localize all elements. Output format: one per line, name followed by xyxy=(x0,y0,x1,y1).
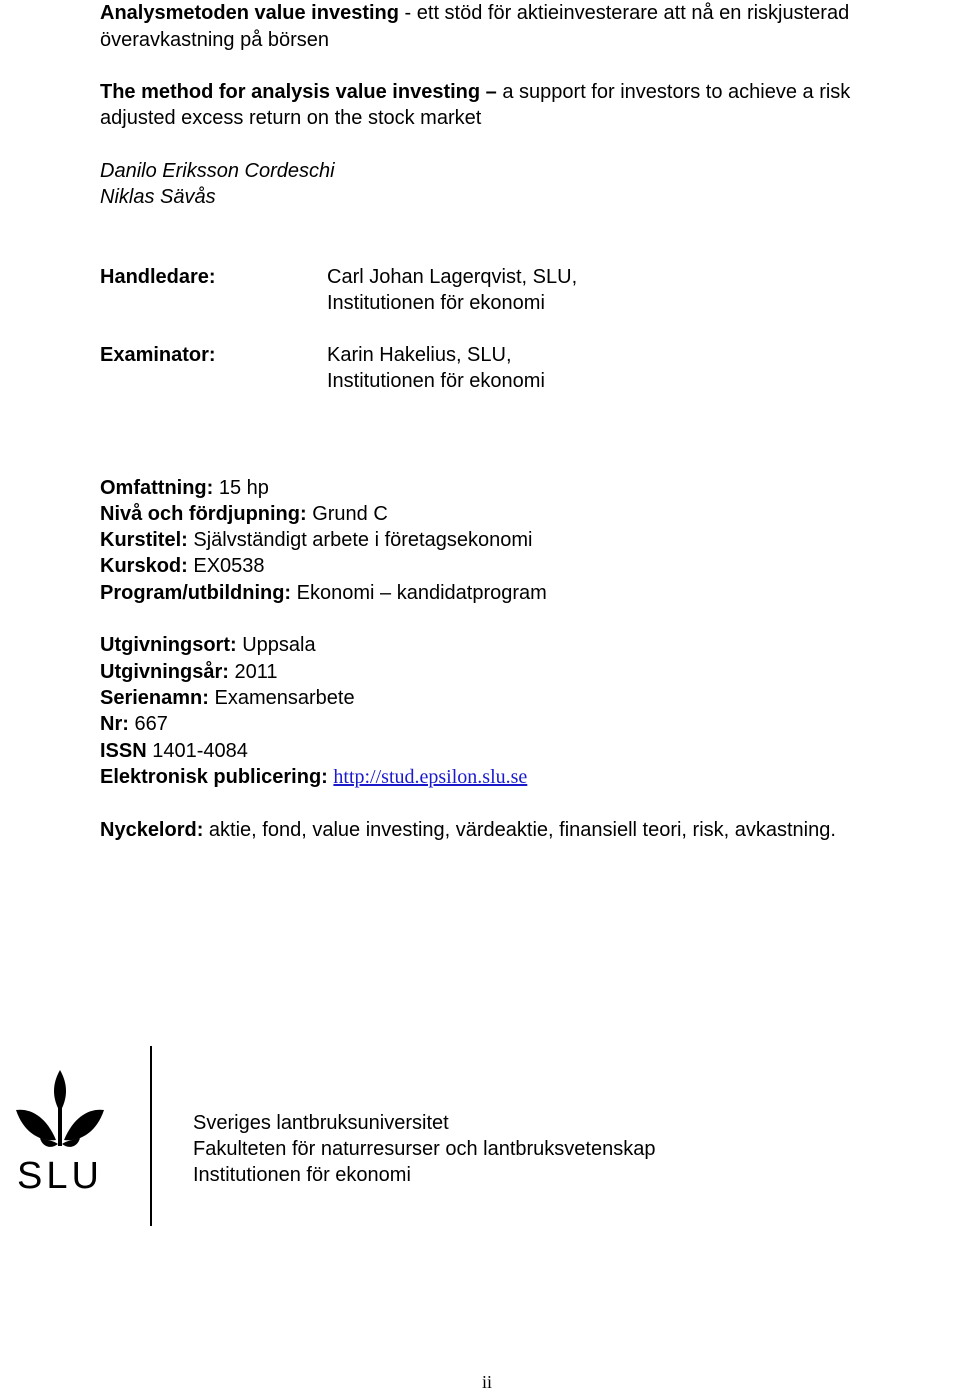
course-label: Kurstitel: xyxy=(100,529,188,551)
author-1: Danilo Eriksson Cordeschi xyxy=(100,160,335,182)
examiner-name: Karin Hakelius, SLU, xyxy=(327,344,512,366)
course-label: Program/utbildning: xyxy=(100,582,292,604)
course-value: Självständigt arbete i företagsekonomi xyxy=(187,529,533,551)
epub-label: Elektronisk publicering: xyxy=(100,766,328,788)
course-label: Omfattning: xyxy=(100,477,214,499)
publication-value: 2011 xyxy=(228,661,278,683)
title-en-rest: a support for investors to achieve a risk xyxy=(502,81,851,103)
course-value: Ekonomi – kandidatprogram xyxy=(291,582,547,604)
epub-link[interactable]: http://stud.epsilon.slu.se xyxy=(333,766,528,788)
course-row xyxy=(100,553,265,579)
keywords-label: Nyckelord: xyxy=(100,819,204,841)
publication-label: Utgivningsår: xyxy=(100,661,229,683)
title-sv-line-2: överavkastning på börsen xyxy=(100,29,330,51)
publication-row xyxy=(100,738,248,764)
page-number: ii xyxy=(482,1372,493,1392)
course-row xyxy=(100,527,532,553)
publication-value: 1401-4084 xyxy=(146,740,248,762)
publication-row xyxy=(100,711,168,737)
slu-logo xyxy=(12,1068,108,1192)
publication-value: Uppsala xyxy=(236,634,316,656)
title-sv-line-1 xyxy=(100,0,849,26)
publication-label: Serienamn: xyxy=(100,687,209,709)
logo-divider xyxy=(150,1046,152,1226)
author-2: Niklas Sävås xyxy=(100,186,216,208)
publication-label: Utgivningsort: xyxy=(100,634,237,656)
course-row xyxy=(100,475,269,501)
supervisor-dept: Institutionen för ekonomi xyxy=(327,292,545,314)
title-en-line-2: adjusted excess return on the stock market xyxy=(100,107,482,129)
title-sv-bold: Analysmetoden value investing xyxy=(100,2,399,24)
publication-label: ISSN xyxy=(100,740,147,762)
publication-value: Examensarbete xyxy=(208,687,355,709)
title-en-bold: The method for analysis value investing xyxy=(100,81,481,103)
course-value: EX0538 xyxy=(187,555,265,577)
course-value: Grund C xyxy=(306,503,388,525)
slu-logo-text: SLU xyxy=(17,1155,103,1192)
examiner-dept: Institutionen för ekonomi xyxy=(327,370,545,392)
publication-row xyxy=(100,659,277,685)
institution-line: Sveriges lantbruksuniversitet xyxy=(193,1112,449,1134)
course-label: Nivå och fördjupning: xyxy=(100,503,307,525)
examiner-label: Examinator: xyxy=(100,344,216,366)
slu-leaf-icon xyxy=(12,1068,108,1192)
course-label: Kurskod: xyxy=(100,555,188,577)
publication-label: Nr: xyxy=(100,713,129,735)
course-value: 15 hp xyxy=(213,477,269,499)
institution-line: Fakulteten för naturresurser och lantbruksvetenskap xyxy=(193,1138,656,1160)
epub-row xyxy=(100,764,527,790)
title-sv-rest: - ett stöd för aktieinvesterare att nå en riskjusterad xyxy=(398,2,850,24)
title-en-dash: – xyxy=(480,81,503,103)
institution-line: Institutionen för ekonomi xyxy=(193,1164,411,1186)
publication-value: 667 xyxy=(128,713,168,735)
course-row xyxy=(100,501,388,527)
publication-row xyxy=(100,685,355,711)
keywords-value: aktie, fond, value investing, värdeaktie, finansiell teori, risk, avkastning. xyxy=(203,819,836,841)
course-row xyxy=(100,580,547,606)
supervisor-name: Carl Johan Lagerqvist, SLU, xyxy=(327,266,578,288)
keywords-row xyxy=(100,817,836,843)
publication-row xyxy=(100,632,316,658)
supervisor-label: Handledare: xyxy=(100,266,216,288)
title-en-line-1 xyxy=(100,79,850,105)
